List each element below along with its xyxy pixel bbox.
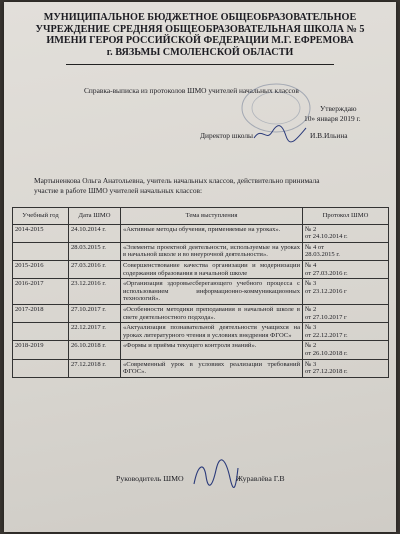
cell-date: 27.12.2018 г. xyxy=(69,359,121,377)
table-row xyxy=(13,279,389,305)
cell-protocol: № 3 от 22.12.2017 г. xyxy=(303,323,389,341)
cell-topic: «Актуализация познавательной деятельности учащихся на уроках литературного чтения в условиях внедрения ФГОС» xyxy=(121,323,303,341)
cell-topic: «Активные методы обучения, применяемые на уроках». xyxy=(121,224,303,242)
shmo-table xyxy=(12,207,388,378)
table-row xyxy=(13,359,389,377)
cell-date: 28.03.2015 г. xyxy=(69,242,121,260)
table-header-row xyxy=(13,208,389,225)
cell-year: 2015-2016 xyxy=(13,260,69,278)
col-header-date: Дата ШМО xyxy=(69,208,121,225)
cell-topic: «Формы и приёмы текущего контроля знаний». xyxy=(121,341,303,359)
table-row xyxy=(13,323,389,341)
director-name: И.В.Ильина xyxy=(310,131,348,140)
cell-year: 2017-2018 xyxy=(13,304,69,322)
cell-topic: «Современный урок в условиях реализации требований ФГОС». xyxy=(121,359,303,377)
cell-protocol: № 2 от 26.10.2018 г. xyxy=(303,341,389,359)
header-line-2: УЧРЕЖДЕНИЕ СРЕДНЯЯ ОБЩЕОБРАЗОВАТЕЛЬНАЯ ШКОЛА № 5 xyxy=(35,23,365,35)
cell-date: 27.03.2016 г. xyxy=(69,260,121,278)
head-name: Журавлёва Г.В xyxy=(236,474,285,483)
cell-protocol: № 3 от 27.12.2018 г. xyxy=(303,359,389,377)
header-line-3: ИМЕНИ ГЕРОЯ РОССИЙСКОЙ ФЕДЕРАЦИИ М.Г. ЕФРЕМОВА xyxy=(46,35,354,46)
doc-title: Справка-выписка из протоколов ШМО учителей начальных классов xyxy=(84,86,299,95)
col-header-protocol: Протокол ШМО xyxy=(303,208,389,225)
cell-year xyxy=(13,242,69,260)
cell-protocol: № 3 от 23.12.2016 г xyxy=(303,279,389,305)
cell-protocol: № 2 от 27.10.2017 г xyxy=(303,304,389,322)
director-signature xyxy=(252,122,308,144)
cell-topic: «Особенности методики преподавания в начальной школе в свете деятельностного подхода». xyxy=(121,304,303,322)
header-underline xyxy=(66,64,334,65)
document-page xyxy=(4,2,396,532)
table-row xyxy=(13,224,389,242)
cell-year xyxy=(13,359,69,377)
table-row xyxy=(13,260,389,278)
head-signature xyxy=(190,458,240,492)
cell-year xyxy=(13,323,69,341)
intro-line-2: участие в работе ШМО учителей начальных классов: xyxy=(34,186,203,195)
cell-protocol: № 4 от 28.03.2015 г. xyxy=(303,242,389,260)
cell-date: 26.10.2018 г. xyxy=(69,341,121,359)
approval-date: 10» января 2019 г. xyxy=(304,114,361,123)
cell-protocol: № 2 от 24.10.2014 г. xyxy=(303,224,389,242)
cell-year: 2014-2015 xyxy=(13,224,69,242)
school-header xyxy=(4,12,396,58)
approval-word: Утверждаю xyxy=(320,104,357,113)
cell-date: 22.12.2017 г. xyxy=(69,323,121,341)
table-row xyxy=(13,242,389,260)
col-header-topic: Тема выступления xyxy=(121,208,303,225)
cell-protocol: № 4 от 27.03.2016 г. xyxy=(303,260,389,278)
cell-date: 24.10.2014 г. xyxy=(69,224,121,242)
table-row xyxy=(13,304,389,322)
director-label: Директор школы xyxy=(200,131,253,140)
cell-topic: «Элементы проектной деятельности, используемые на уроках в начальной школе и во внеурочной деятельности». xyxy=(121,242,303,260)
header-line-4: г. ВЯЗЬМЫ СМОЛЕНСКОЙ ОБЛАСТИ xyxy=(106,46,294,58)
intro-line-1: Мартыненкова Ольга Анатольевна, учитель начальных классов, действительно принимала xyxy=(34,176,320,185)
cell-year: 2018-2019 xyxy=(13,341,69,359)
cell-date: 23.12.2016 г. xyxy=(69,279,121,305)
header-line-1: МУНИЦИПАЛЬНОЕ БЮДЖЕТНОЕ ОБЩЕОБРАЗОВАТЕЛЬНОЕ xyxy=(43,12,357,23)
col-header-year: Учебный год xyxy=(13,208,69,225)
table-row xyxy=(13,341,389,359)
cell-topic: Совершенствование качества организации и модернизации содержания образования в начальной школе xyxy=(121,260,303,278)
cell-year: 2016-2017 xyxy=(13,279,69,305)
cell-topic: «Организация здоровьесберегающего учебного процесса с использованием информационно-коммуникационных технологий». xyxy=(121,279,303,305)
head-label: Руководитель ШМО xyxy=(116,474,184,483)
cell-date: 27.10.2017 г. xyxy=(69,304,121,322)
